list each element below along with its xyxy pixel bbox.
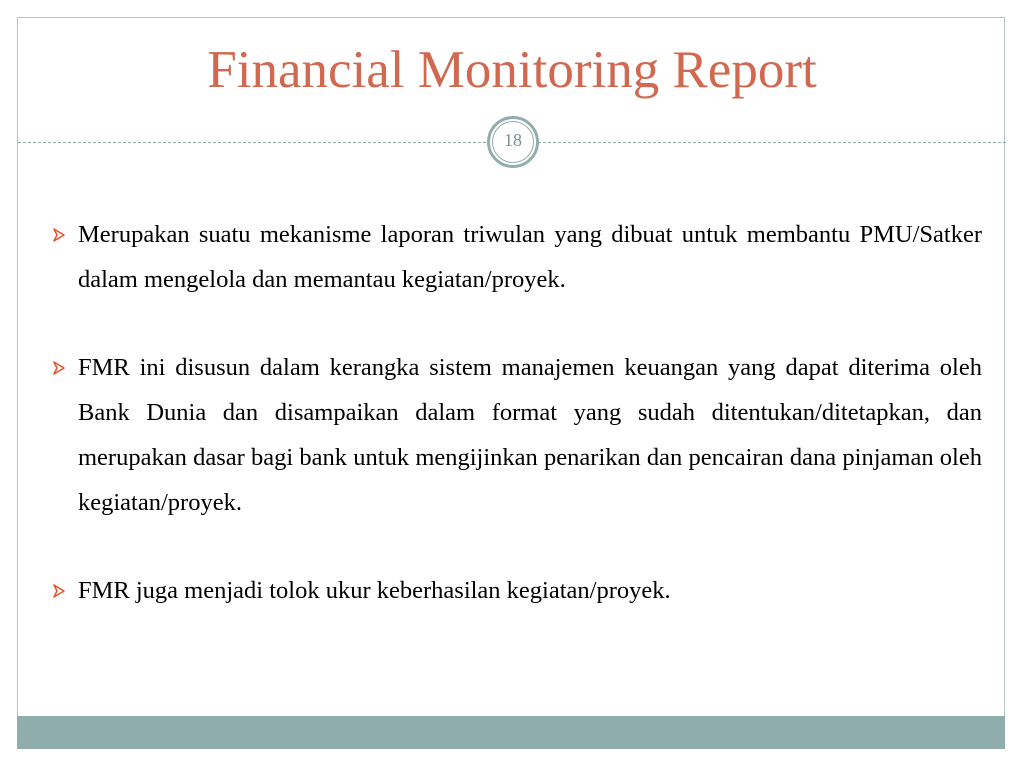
bullet-item <box>52 568 982 613</box>
bullet-item <box>52 345 982 525</box>
bullet-text: FMR ini disusun dalam kerangka sistem manajemen keuangan yang dapat diterima oleh Bank Dunia dan disampaikan dalam format yang sudah ditentukan/ditetapkan, dan merupakan dasar bagi bank untuk mengijinkan penarikan dan pencairan dana pinjaman oleh kegiatan/proyek. <box>78 354 982 516</box>
bullet-text: FMR juga menjadi tolok ukur keberhasilan kegiatan/proyek. <box>78 577 671 604</box>
slide-title: Financial Monitoring Report <box>207 41 817 99</box>
bullet-text: Merupakan suatu mekanisme laporan triwulan yang dibuat untuk membantu PMU/Satker dalam mengelola dan memantau kegiatan/proyek. <box>78 221 982 293</box>
arrow-bullet-icon <box>52 361 66 375</box>
bullet-item <box>52 212 982 302</box>
footer-bar <box>17 716 1005 749</box>
slide-number-badge <box>487 116 539 168</box>
arrow-bullet-icon <box>52 584 66 598</box>
slide-number: 18 <box>504 130 522 150</box>
arrow-bullet-icon <box>52 228 66 242</box>
bullet-list <box>52 212 982 613</box>
